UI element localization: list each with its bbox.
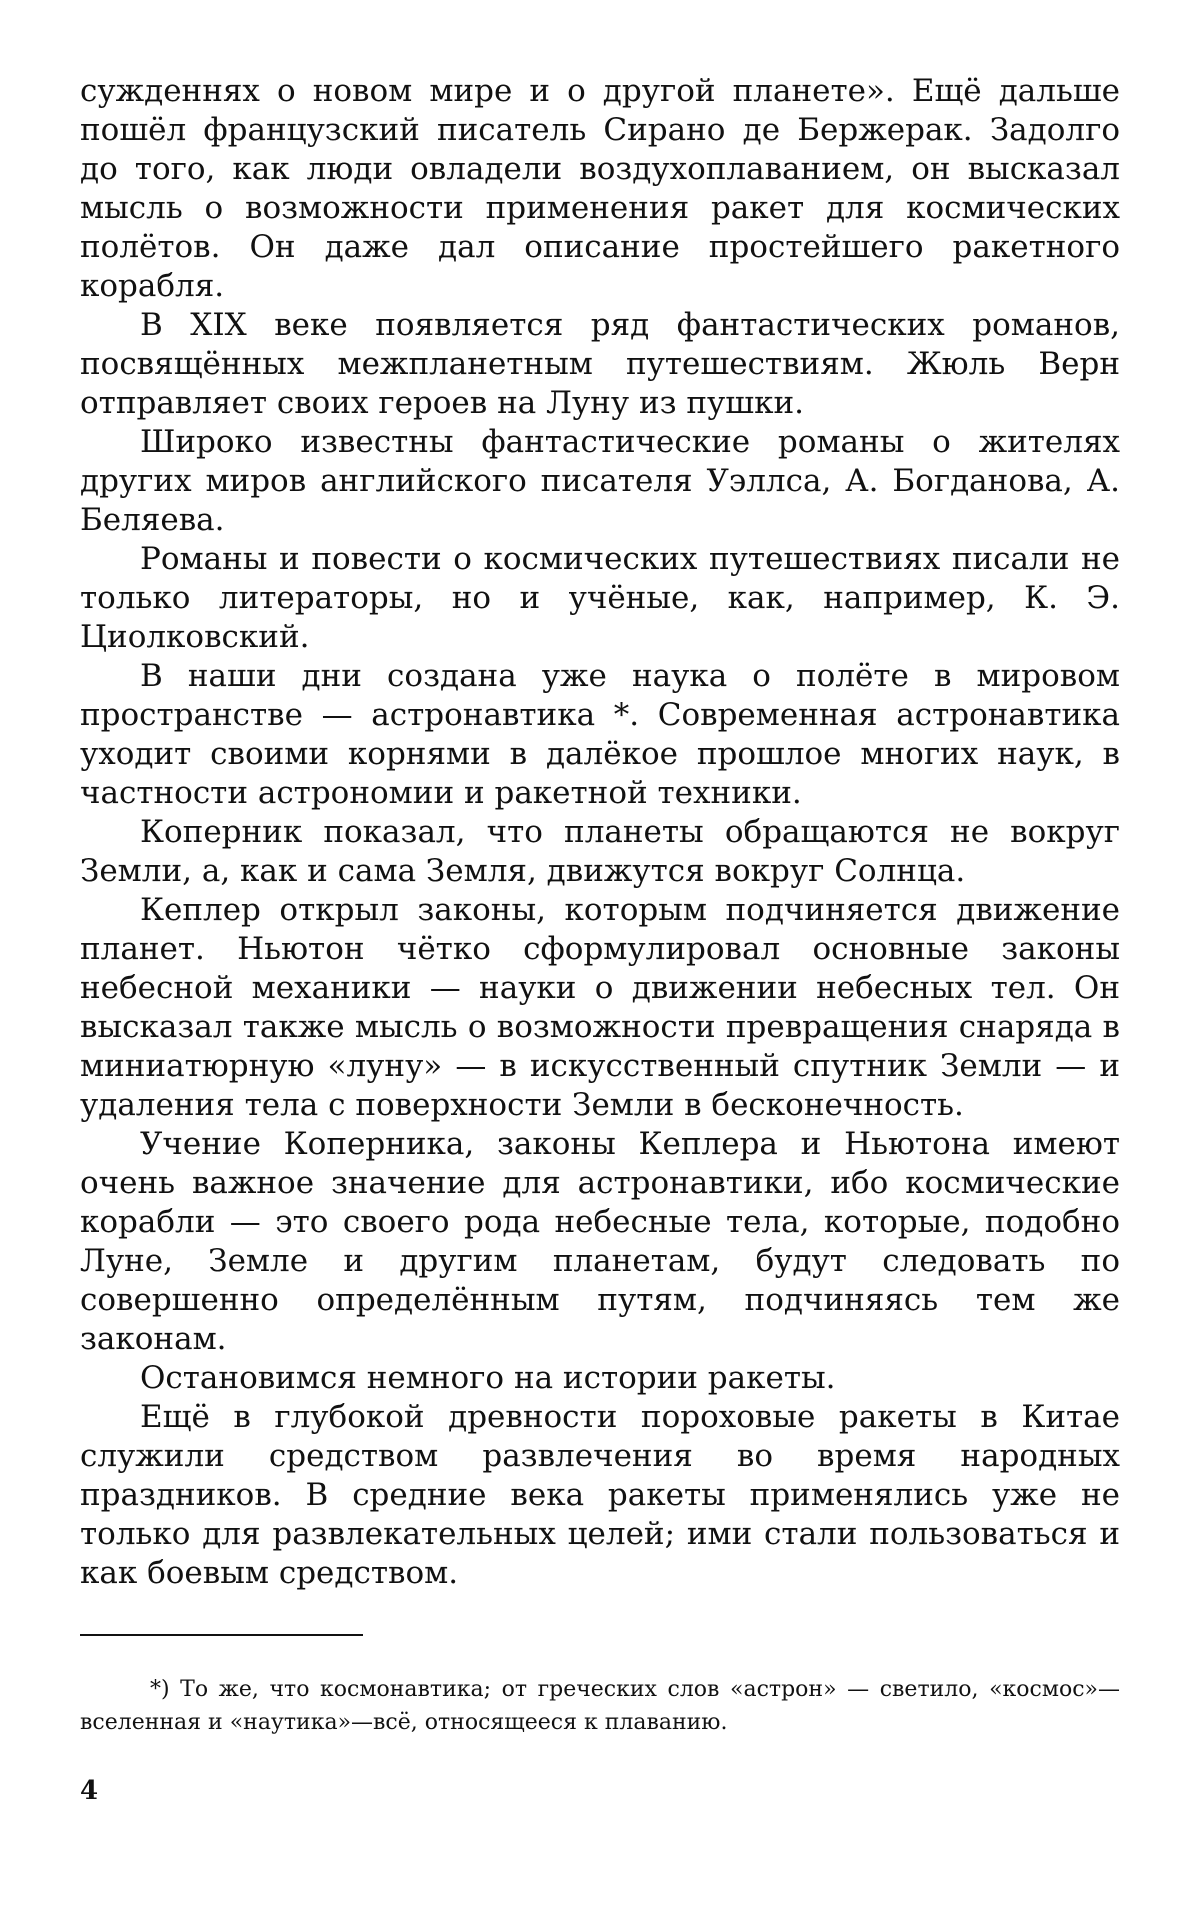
- page-number: 4: [80, 1776, 99, 1806]
- paragraph-continuation: сужденнях о новом мире и о другой планете». Ещё дальше пошёл французский писатель Сирано де Бержерак. Задолго до того, как люди овладели воздухоплаванием, он высказал мысль о возможности применения ракет для космических полётов. Он даже дал описание простейшего ракетного корабля.: [80, 73, 1120, 304]
- paragraph-wells: Широко известны фантастические романы о жителях других миров английского писателя Уэллса, А. Богданова, А. Беляева.: [80, 424, 1120, 538]
- paragraph-ancient-rockets: Ещё в глубокой древности пороховые ракеты в Китае служили средством развлечения во время народных праздников. В средние века ракеты применялись уже не только для развлекательных целей; ими стали пользоваться и как боевым средством.: [80, 1399, 1120, 1591]
- paragraph-copernicus: Коперник показал, что планеты обращаются не вокруг Земли, а, как и сама Земля, движутся вокруг Солнца.: [80, 814, 1120, 889]
- paragraph-astronautics: В наши дни создана уже наука о полёте в мировом пространстве — астронавтика *. Современная астронавтика уходит своими корнями в далёкое прошлое многих наук, в частности астрономии и ракетной техники.: [80, 658, 1120, 811]
- paragraph-tsiolkovsky: Романы и повести о космических путешествиях писали не только литераторы, но и учёные, как, например, К. Э. Циолковский.: [80, 541, 1120, 655]
- paragraph-teaching: Учение Коперника, законы Кеплера и Ньютона имеют очень важное значение для астронавтики, ибо космические корабли — это своего рода небесные тела, которые, подобно Луне, Земле и другим планетам, будут следовать по совершенно определённым путям, подчиняясь тем же законам.: [80, 1126, 1120, 1357]
- footnote-separator: [80, 1634, 363, 1636]
- paragraph-xix-century: В XIX веке появляется ряд фантастических романов, посвящённых межпланетным путешествиям. Жюль Верн отправляет своих героев на Луну из пушки.: [80, 307, 1120, 421]
- main-text: [80, 72, 1120, 1593]
- paragraph-kepler-newton: Кеплер открыл законы, которым подчиняется движение планет. Ньютон чётко сформулировал основные законы небесной механики — науки о движении небесных тел. Он высказал также мысль о возможности превращения снаряда в миниатюрную «луну» — в искусственный спутник Земли — и удаления тела с поверхности Земли в бесконечность.: [80, 892, 1120, 1123]
- paragraph-rocket-history: Остановимся немного на истории ракеты.: [140, 1360, 836, 1396]
- footnote: *) То же, что космонавтика; от греческих слов «астрон» — светило, «космос»—вселенная и «наутика»—всё, относящееся к плаванию.: [80, 1677, 1120, 1735]
